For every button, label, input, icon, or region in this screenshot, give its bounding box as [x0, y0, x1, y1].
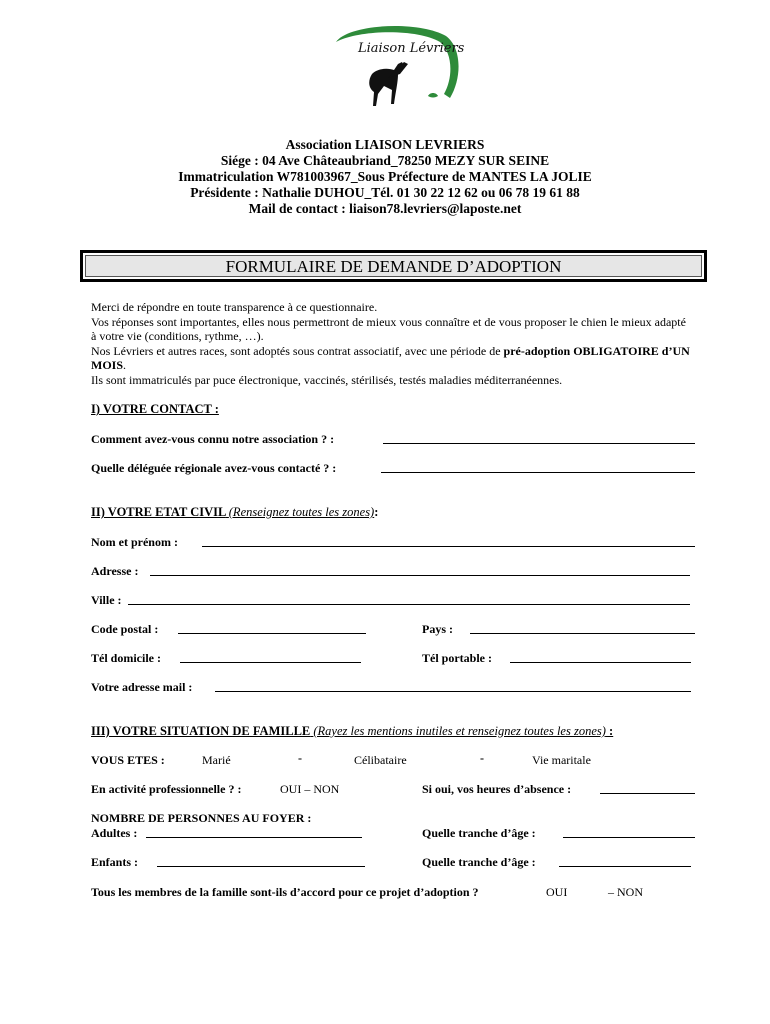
section-family-title: III) VOTRE SITUATION DE FAMILLE (Rayez les mentions inutiles et renseignez toutes les zones) :: [91, 724, 614, 738]
option-married[interactable]: Marié: [202, 753, 231, 767]
option-partner[interactable]: Vie maritale: [532, 753, 591, 767]
how-known-label: Comment avez-vous connu notre association ? :: [91, 432, 335, 446]
adults-field[interactable]: [146, 837, 362, 838]
children-field[interactable]: [157, 866, 365, 867]
intro-p3: Nos Lévriers et autres races, sont adoptés sous contrat associatif, avec une période de pré-adoption OBLIGATOIRE d’UN MOIS.: [91, 343, 690, 373]
president-contact: Présidente : Nathalie DUHOU_Tél. 01 30 22 12 62 ou 06 78 19 61 88: [190, 185, 580, 200]
adults-age-range-field[interactable]: [563, 837, 695, 838]
association-logo: [328, 22, 464, 114]
mobile-phone-label: Tél portable :: [422, 651, 492, 665]
city-field[interactable]: [128, 604, 690, 605]
you-are-label: VOUS ETES :: [91, 753, 165, 767]
association-name: Association LIAISON LEVRIERS: [285, 137, 485, 152]
section-civil-title: II) VOTRE ETAT CIVIL (Renseignez toutes les zones):: [91, 505, 379, 519]
form-title: FORMULAIRE DE DEMANDE D’ADOPTION: [85, 255, 702, 277]
intro-p4: Ils sont immatriculés par puce électronique, vaccinés, stérilisés, testés maladies méditerranéennes.: [91, 372, 563, 387]
country-field[interactable]: [470, 633, 695, 634]
home-phone-label: Tél domicile :: [91, 651, 161, 665]
registration-number: Immatriculation W781003967_Sous Préfecture de MANTES LA JOLIE: [178, 169, 592, 184]
separator-dash: -: [298, 751, 302, 765]
adults-age-range-label: Quelle tranche d’âge :: [422, 826, 536, 840]
how-known-field[interactable]: [383, 443, 695, 444]
address-field[interactable]: [150, 575, 690, 576]
adults-label: Adultes :: [91, 826, 138, 840]
family-agreement-label: Tous les membres de la famille sont-ils d’accord pour ce projet d’adoption ?: [91, 885, 479, 899]
home-phone-field[interactable]: [180, 662, 361, 663]
professional-activity-options[interactable]: OUI – NON: [280, 782, 340, 796]
email-field[interactable]: [215, 691, 691, 692]
email-label: Votre adresse mail :: [91, 680, 193, 694]
children-label: Enfants :: [91, 855, 139, 869]
delegate-label: Quelle déléguée régionale avez-vous contacté ? :: [91, 461, 337, 475]
postal-code-label: Code postal :: [91, 622, 159, 636]
contact-email: Mail de contact : liaison78.levriers@laposte.net: [248, 201, 522, 216]
intro-text: [91, 300, 691, 388]
professional-activity-label: En activité professionnelle ? :: [91, 782, 242, 796]
logo-text: Liaison Lévriers: [358, 41, 464, 56]
agreement-no[interactable]: – NON: [608, 885, 643, 899]
intro-p1: Merci de répondre en toute transparence à ce questionnaire.: [91, 300, 378, 314]
mobile-phone-field[interactable]: [510, 662, 691, 663]
name-field[interactable]: [202, 546, 695, 547]
option-single[interactable]: Célibataire: [354, 753, 407, 767]
household-count-label: NOMBRE DE PERSONNES AU FOYER :: [91, 811, 312, 825]
absence-hours-field[interactable]: [600, 793, 695, 794]
children-age-range-field[interactable]: [559, 866, 691, 867]
children-age-range-label: Quelle tranche d’âge :: [422, 855, 536, 869]
city-label: Ville :: [91, 593, 122, 607]
section-contact-title: I) VOTRE CONTACT :: [91, 402, 219, 416]
country-label: Pays :: [422, 622, 453, 636]
form-title-box: [80, 250, 707, 282]
name-label: Nom et prénom :: [91, 535, 178, 549]
headquarters-address: Siége : 04 Ave Châteaubriand_78250 MEZY SUR SEINE: [220, 153, 550, 168]
address-label: Adresse :: [91, 564, 139, 578]
absence-hours-label: Si oui, vos heures d’absence :: [422, 782, 572, 796]
intro-p2: Vos réponses sont importantes, elles nous permettront de mieux vous connaître et de vous proposer le chien le mieux adapté à votre vie (conditions, rythme, …).: [91, 314, 686, 344]
postal-code-field[interactable]: [178, 633, 366, 634]
agreement-yes[interactable]: OUI: [546, 885, 568, 899]
delegate-field[interactable]: [381, 472, 695, 473]
separator-dash: -: [480, 751, 484, 765]
